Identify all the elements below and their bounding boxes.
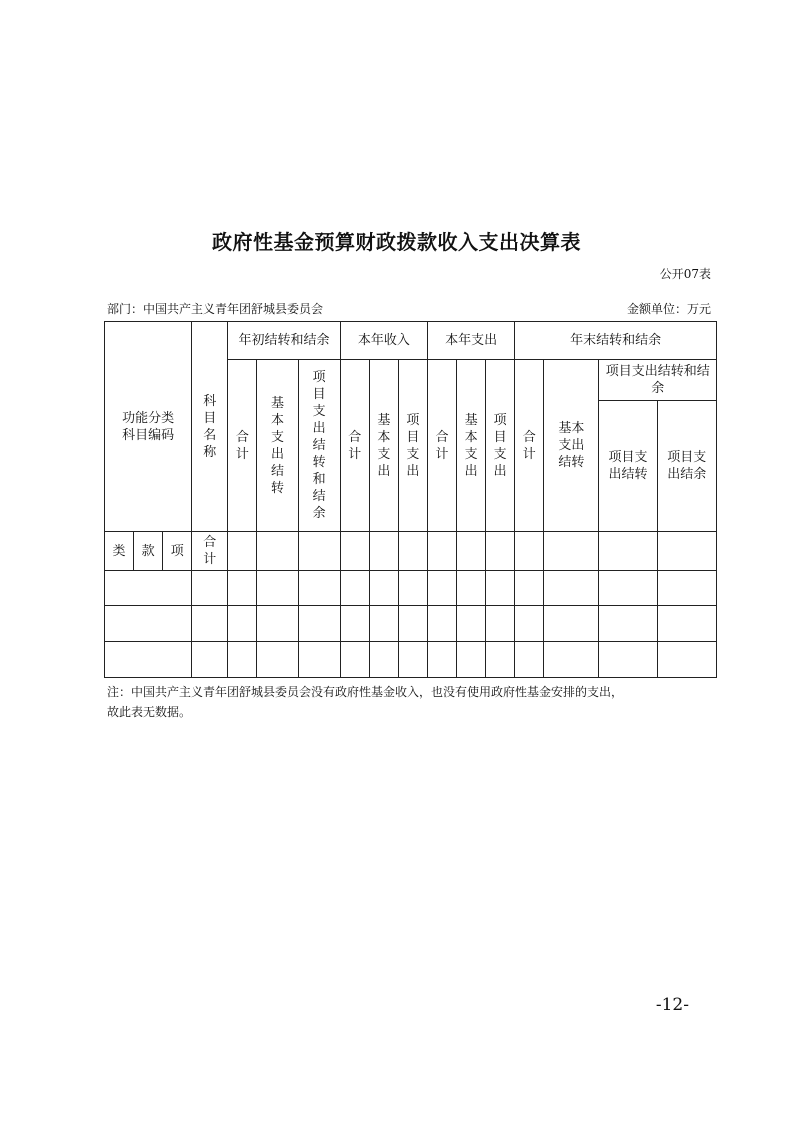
subject-name-header: 科目名称 <box>192 322 228 532</box>
budget-table <box>104 321 717 678</box>
expend-project-header: 项目支出 <box>486 360 515 532</box>
unit-label: 金额单位：万元 <box>626 302 711 316</box>
end-total-header: 合计 <box>515 360 544 532</box>
end-proj-carry-header: 项目支出结转 <box>599 401 657 532</box>
group-begin-header: 年初结转和结余 <box>228 322 340 360</box>
table-row <box>105 642 717 678</box>
income-total-header: 合计 <box>340 360 369 532</box>
department-label: 部门：中国共产主义青年团舒城县委员会 <box>107 302 324 316</box>
page-number: -12- <box>655 995 689 1015</box>
total-row-label: 合计 <box>192 532 228 571</box>
kuan-header: 款 <box>134 532 163 571</box>
note-line-2: 故此表无数据。 <box>107 705 192 719</box>
table-row <box>105 571 717 606</box>
group-end-header: 年末结转和结余 <box>515 322 717 360</box>
income-project-header: 项目支出 <box>398 360 427 532</box>
class-header: 类 <box>105 532 134 571</box>
group-income-header: 本年收入 <box>340 322 427 360</box>
expend-basic-header: 基本支出 <box>457 360 486 532</box>
group-expend-header: 本年支出 <box>427 322 514 360</box>
begin-proj-cb-header: 项目支出结转和结余 <box>298 360 340 532</box>
begin-total-header: 合计 <box>228 360 257 532</box>
expend-total-header: 合计 <box>427 360 456 532</box>
form-code: 公开07表 <box>659 267 711 281</box>
func-code-header: 功能分类科目编码 <box>105 322 192 532</box>
note-line-1: 注：中国共产主义青年团舒城县委员会没有政府性基金收入，也没有使用政府性基金安排的支出， <box>107 685 624 699</box>
end-proj-cb-header: 项目支出结转和结余 <box>599 360 717 401</box>
page-title: 政府性基金预算财政拨款收入支出决算表 <box>212 230 581 254</box>
income-basic-header: 基本支出 <box>369 360 398 532</box>
begin-basic-carry-header: 基本支出结转 <box>257 360 298 532</box>
xiang-header: 项 <box>163 532 192 571</box>
table-note <box>107 682 707 722</box>
end-basic-carry-header: 基本支出结转 <box>544 360 599 532</box>
end-proj-bal-header: 项目支出结余 <box>657 401 716 532</box>
table-row <box>105 606 717 642</box>
